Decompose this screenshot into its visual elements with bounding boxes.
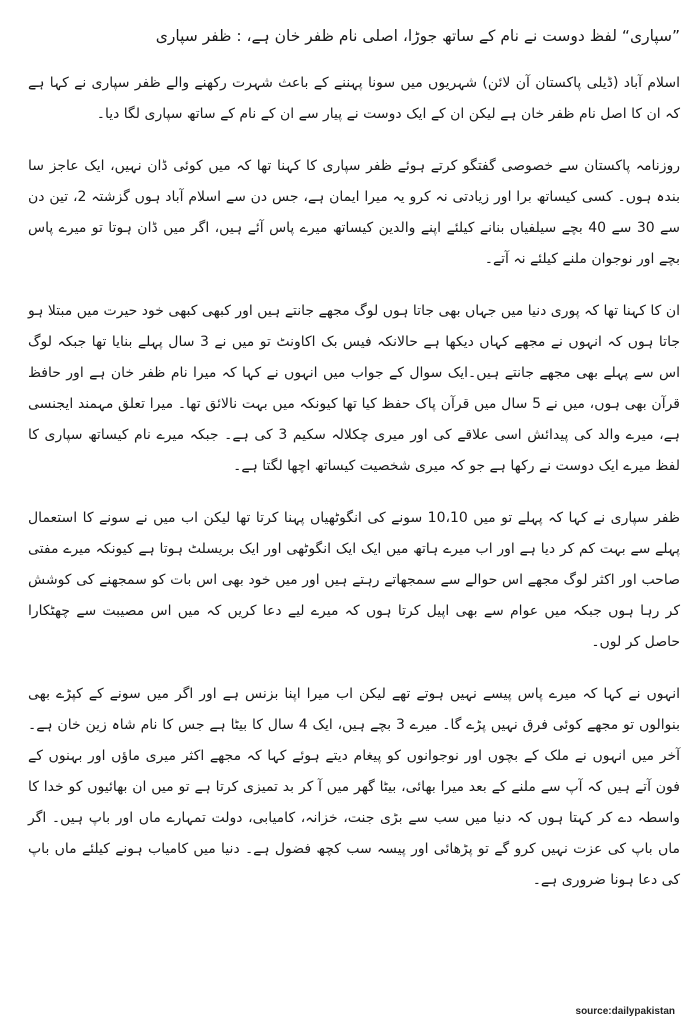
article-paragraph-2: روزنامہ پاکستان سے خصوصی گفتگو کرتے ہوئے ظفر سپاری کا کہنا تھا کہ میں کوئی ڈان نہیں، ایک عاجز سا بندہ ہوں۔ کسی کیساتھ برا اور زیادتی نہ کرو یہ میرا ایمان ہے، جس دن سے اسلام آباد ہوں گزشتہ 2، تین دن سے 30 سے 40 بچے سیلفیاں بنانے کیلئے اپنے والدین کیساتھ میرے پاس آئے ہیں، اگر میں ڈان ہوتا تو میرے پاس بچے اور نوجوان ملنے کیلئے نہ آتے۔ bbox=[28, 158, 680, 267]
article-headline: ”سپاری“ لفظ دوست نے نام کے ساتھ جوڑا، اصلی نام ظفر خان ہے، : ظفر سپاری bbox=[155, 27, 680, 45]
article-paragraph-3: ان کا کہنا تھا کہ پوری دنیا میں جہاں بھی جاتا ہوں لوگ مجھے جانتے ہیں اور کبھی کبھی خود حیرت میں مبتلا ہو جاتا ہوں کہ انہوں نے مجھے کہاں دیکھا ہے حالانکہ فیس بک اکاونٹ تو میں نے 3 سال پہلے بنایا تھا جبکہ لوگ اس سے پہلے بھی مجھے جانتے ہیں۔ایک سوال کے جواب میں انہوں نے کہا کہ میرا نام ظفر خان ہے اور حافظ قرآن بھی ہوں، میں نے 5 سال میں قرآن پاک حفظ کیا تھا کیونکہ میں بہت نالائق تھا۔ میرا تعلق مہمند ایجنسی ہے، میرے والد کی پیدائش اسی علاقے کی اور میری چکلالہ سکیم 3 کی ہے۔ جبکہ میرے نام کیساتھ سپاری کا لفظ میرے ایک دوست نے رکھا ہے جو کہ میری شخصیت کیساتھ اچھا لگتا ہے۔ bbox=[28, 303, 681, 474]
article-paragraph-4: ظفر سپاری نے کہا کہ پہلے تو میں 10،10 سونے کی انگوٹھیاں پہنا کرتا تھا لیکن اب میں نے سونے کا استعمال پہلے سے بہت کم کر دیا ہے اور اب میرے ہاتھ میں ایک ایک انگوٹھی اور ایک بریسلٹ ہوتا ہے کیونکہ میرے مفتی صاحب اور اکثر لوگ مجھے اس حوالے سے سمجھاتے رہتے ہیں اور میں خود بھی اس بات کو سمجھنے کی کوشش کر رہا ہوں جبکہ میں عوام سے بھی اپیل کرتا ہوں کہ میرے لیے دعا کریں کہ میں اس مصیبت سے چھٹکارا حاصل کر لوں۔ bbox=[28, 510, 680, 650]
source-credit: source:dailypakistan bbox=[575, 1006, 675, 1017]
article-paragraph-5: انہوں نے کہا کہ میرے پاس پیسے نہیں ہوتے تھے لیکن اب میرا اپنا بزنس ہے اور اگر میں سونے کے کپڑے بھی بنوالوں تو مجھے کوئی فرق نہیں پڑے گا۔ میرے 3 بچے ہیں، ایک 4 سال کا بیٹا ہے جس کا نام شاہ زین خان ہے۔ آخر میں انہوں نے ملک کے بچوں اور نوجوانوں کو پیغام دیتے ہوئے کہا کہ مجھے اکثر میری ماؤں اور بہنوں کے فون آتے ہیں کہ آپ سے ملنے کے بعد میرا بھائی، بیٹا گھر میں آ کر بد تمیزی کرتا ہے تو میں ان بھائیوں کو خدا کا واسطہ دے کر کہتا ہوں کہ دنیا میں سب سے بڑی جنت، خزانہ، کامیابی، دولت تمہارے ماں اور باپ ہیں۔ اگر ماں باپ کی عزت نہیں کرو گے تو پڑھائی اور پیسہ سب کچھ فضول ہے۔ دنیا میں کامیاب ہونے کیلئے ماں باپ کی دعا ہونا ضروری ہے۔ bbox=[28, 686, 681, 888]
article-paragraph-1: اسلام آباد (ڈیلی پاکستان آن لائن) شہریوں میں سونا پہننے کے باعث شہرت رکھنے والے ظفر سپاری نے کہا ہے کہ ان کا اصل نام ظفر خان ہے لیکن ان کے ایک دوست نے پیار سے ان کے نام کے ساتھ سپاری لگا دیا۔ bbox=[28, 75, 680, 122]
article bbox=[28, 22, 680, 917]
